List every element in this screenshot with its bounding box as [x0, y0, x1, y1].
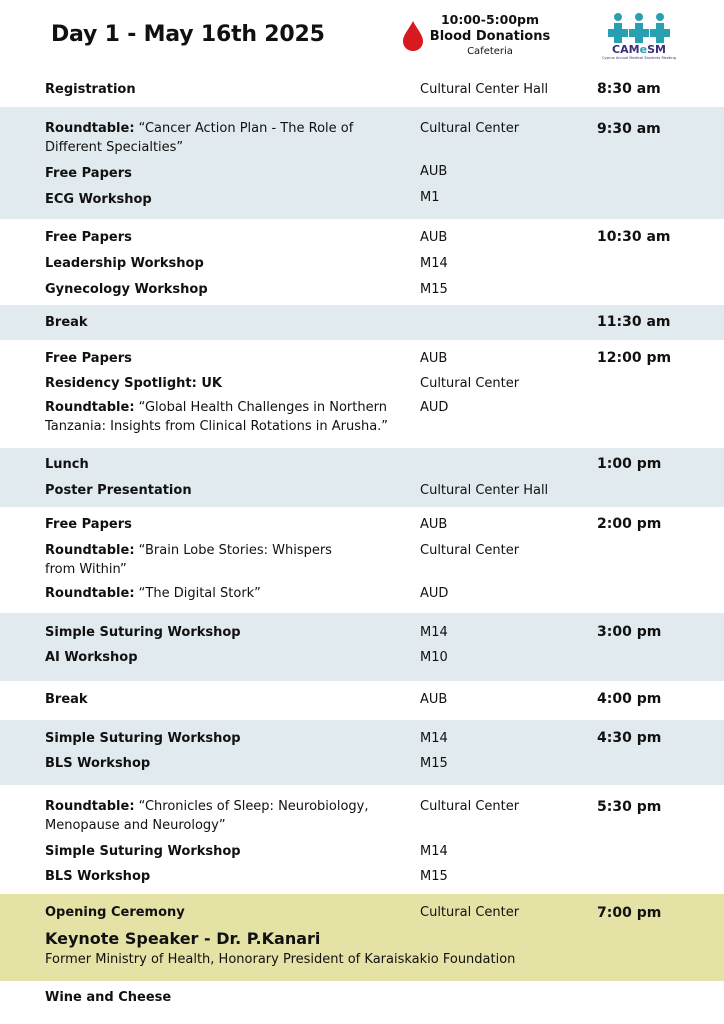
session-item-title: Roundtable:	[45, 121, 135, 136]
session-item-title: Wine and Cheese	[45, 990, 172, 1005]
session-item	[45, 254, 395, 273]
session-item-title: Free Papers	[45, 351, 132, 366]
session-item-title: Opening Ceremony	[45, 905, 185, 920]
session-venue: AUB	[420, 164, 448, 179]
session-item	[45, 80, 395, 99]
keynote-speaker: Keynote Speaker - Dr. P.Kanari	[45, 929, 321, 948]
camesm-logo	[604, 12, 674, 66]
session-venue: Cultural Center	[420, 799, 520, 814]
session-venue: M14	[420, 625, 448, 640]
session-time: 1:00 pm	[597, 456, 662, 472]
session-item-title: Roundtable:	[45, 400, 135, 415]
session-item	[45, 374, 395, 393]
session-venue: AUD	[420, 586, 449, 601]
session-venue: AUB	[420, 692, 448, 707]
session-item-title: ECG Workshop	[45, 192, 152, 207]
session-venue: Cultural Center	[420, 376, 520, 391]
session-item	[45, 455, 395, 474]
session-item	[45, 190, 395, 209]
session-item-title: Break	[45, 315, 88, 330]
session-item	[45, 842, 395, 861]
session-venue: M15	[420, 282, 448, 297]
session-item	[45, 398, 395, 436]
session-venue: M14	[420, 844, 448, 859]
session-item-title: Free Papers	[45, 517, 132, 532]
session-item	[45, 690, 395, 709]
session-item	[45, 988, 395, 1007]
session-time: 11:30 am	[597, 314, 671, 330]
session-item-title: Simple Suturing Workshop	[45, 844, 241, 859]
session-item-title: Leadership Workshop	[45, 256, 204, 271]
session-item-title: Roundtable:	[45, 799, 135, 814]
session-item	[45, 648, 395, 667]
session-item-title: Free Papers	[45, 166, 132, 181]
session-item	[45, 903, 395, 922]
session-venue: M10	[420, 650, 448, 665]
session-venue: AUB	[420, 517, 448, 532]
session-item	[45, 280, 395, 299]
session-time: 8:30 am	[597, 81, 661, 97]
medical-cross-figures-icon	[604, 12, 674, 44]
session-item-description: “Global Health Challenges in Northern Tanzania: Insights from Clinical Rotations in Arusha.”	[45, 400, 389, 434]
session-item-title: BLS Workshop	[45, 756, 151, 771]
session-item-description: “Chronicles of Sleep: Neurobiology, Menopause and Neurology”	[45, 799, 369, 833]
session-item-title: Lunch	[45, 457, 89, 472]
session-venue: AUB	[420, 230, 448, 245]
session-item	[45, 754, 395, 773]
session-venue: Cultural Center Hall	[420, 483, 549, 498]
session-time: 4:30 pm	[597, 730, 662, 746]
session-item	[45, 119, 395, 157]
session-venue: Cultural Center	[420, 905, 520, 920]
session-venue: Cultural Center	[420, 543, 520, 558]
session-item-title: Residency Spotlight: UK	[45, 376, 222, 391]
session-item	[45, 164, 395, 183]
blood-donation-title: Blood Donations	[429, 29, 551, 44]
session-item-title: Gynecology Workshop	[45, 282, 208, 297]
blood-drop-icon	[402, 20, 424, 52]
session-item	[45, 797, 395, 835]
session-item-title: Simple Suturing Workshop	[45, 731, 241, 746]
session-item	[45, 481, 395, 500]
session-item-title: BLS Workshop	[45, 869, 151, 884]
session-item-title: Simple Suturing Workshop	[45, 625, 241, 640]
session-venue: M15	[420, 756, 448, 771]
session-venue: M15	[420, 869, 448, 884]
session-item-title: Free Papers	[45, 230, 132, 245]
session-time: 10:30 am	[597, 229, 671, 245]
blood-donation-place: Cafeteria	[467, 46, 513, 57]
keynote-description: Former Ministry of Health, Honorary President of Karaiskakio Foundation	[45, 952, 516, 967]
logo-subtitle: Cyprus Annual Medical Students Meeting	[602, 56, 676, 60]
session-venue: M1	[420, 190, 440, 205]
page-title: Day 1 - May 16th 2025	[51, 22, 325, 47]
session-venue: AUB	[420, 351, 448, 366]
session-venue: AUD	[420, 400, 449, 415]
session-time: 9:30 am	[597, 121, 661, 137]
session-item	[45, 729, 395, 748]
session-item-title: Roundtable:	[45, 543, 135, 558]
session-item	[45, 867, 395, 886]
session-venue: M14	[420, 731, 448, 746]
session-time: 2:00 pm	[597, 516, 662, 532]
session-time: 3:00 pm	[597, 624, 662, 640]
session-time: 4:00 pm	[597, 691, 662, 707]
session-item	[45, 349, 395, 368]
session-item-title: AI Workshop	[45, 650, 138, 665]
session-item-title: Registration	[45, 82, 136, 97]
session-item	[45, 515, 395, 534]
session-item	[45, 584, 395, 603]
session-item-description: “The Digital Stork”	[138, 586, 261, 601]
session-item-title: Break	[45, 692, 88, 707]
logo-name: CAMeSM	[612, 43, 666, 56]
session-item	[45, 313, 395, 332]
session-venue: Cultural Center Hall	[420, 82, 549, 97]
session-item	[45, 228, 395, 247]
session-time: 7:00 pm	[597, 905, 662, 921]
session-time: 12:00 pm	[597, 350, 672, 366]
session-item-description: “Brain Lobe Stories: Whispers from Within”	[45, 543, 332, 577]
session-venue: Cultural Center	[420, 121, 520, 136]
session-item-title: Poster Presentation	[45, 483, 192, 498]
session-item-description: “Cancer Action Plan - The Role of Different Specialties”	[45, 121, 354, 155]
blood-donation-notice	[402, 12, 577, 64]
session-item-title: Roundtable:	[45, 586, 135, 601]
session-item	[45, 623, 395, 642]
session-time: 5:30 pm	[597, 799, 662, 815]
session-item	[45, 541, 345, 579]
session-venue: M14	[420, 256, 448, 271]
blood-donation-hours: 10:00-5:00pm	[440, 12, 540, 27]
